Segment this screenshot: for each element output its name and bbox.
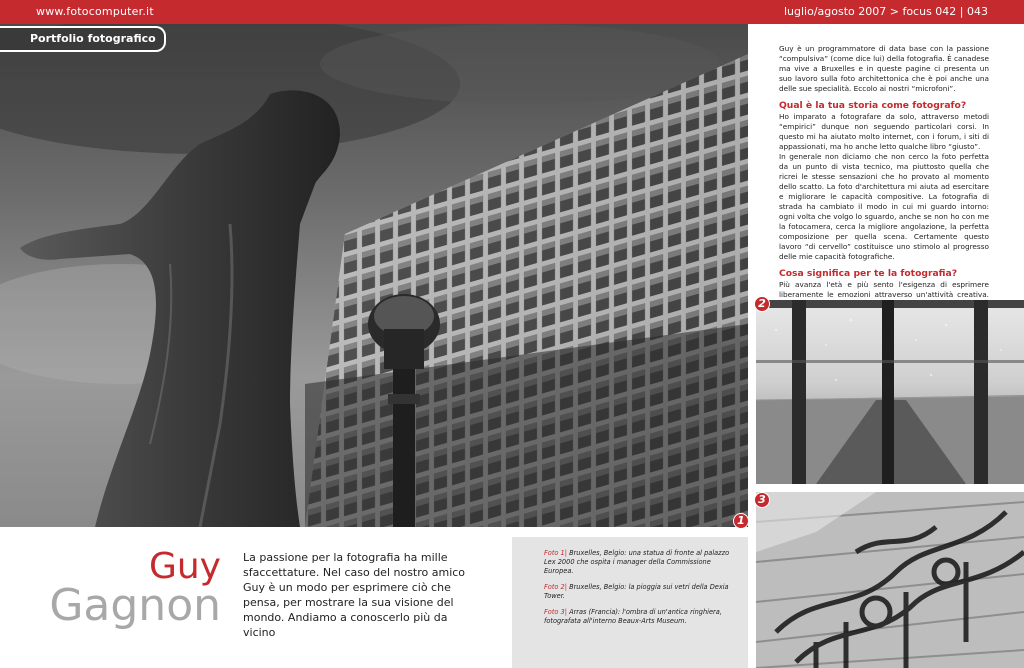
photo-number-2: 2 bbox=[754, 296, 770, 312]
caption-2-label: Foto 2| bbox=[544, 583, 567, 591]
caption-1 bbox=[544, 549, 736, 576]
photo-1-image bbox=[0, 24, 748, 527]
caption-2 bbox=[544, 583, 736, 601]
photo-number-1: 1 bbox=[733, 513, 749, 529]
caption-3-text: Arras (Francia): l'ombra di un'antica ringhiera, fotografata all'interno Beaux-Arts Museum. bbox=[544, 608, 722, 625]
article-intro: Guy è un programmatore di data base con la passione “compulsiva” (come dice lui) della fotografia. È canadese ma vive a Bruxelles e in queste pagine ci presenta un suo lavoro sulla foto architettonica che è poi anche una delle sue specialità. Eccolo ai nostri “microfoni”. bbox=[779, 44, 989, 93]
site-url[interactable]: www.fotocomputer.it bbox=[36, 5, 154, 18]
issue-info: luglio/agosto 2007 > focus 042 | 043 bbox=[783, 5, 988, 18]
answer-1-paragraph-1: Ho imparato a fotografare da solo, attraverso metodi “empirici” dunque non seguendo particolari corsi. In questo mi ha aiutato molto internet, con i forum, i siti di appassionati, ma ho anche letto qualche libro “giusto”. bbox=[779, 112, 989, 151]
person-first-name: Guy bbox=[148, 546, 221, 587]
caption-1-label: Foto 1| bbox=[544, 549, 567, 557]
captions-box bbox=[512, 537, 748, 668]
caption-1-text: Bruxelles, Belgio: una statua di fronte al palazzo Lex 2000 che ospita i manager della Commissione Europea. bbox=[544, 549, 730, 575]
header-bar bbox=[0, 0, 1024, 24]
caption-2-text: Bruxelles, Belgio: la pioggia sui vetri della Dexia Tower. bbox=[544, 583, 729, 600]
caption-3-label: Foto 3| bbox=[544, 608, 567, 616]
section-title: Portfolio fotografico bbox=[30, 32, 156, 45]
photo-3-image bbox=[756, 492, 1024, 668]
photo-2-image bbox=[756, 300, 1024, 484]
caption-3 bbox=[544, 608, 736, 626]
photo-statue-building bbox=[0, 24, 748, 527]
question-1: Qual è la tua storia come fotografo? bbox=[779, 100, 967, 111]
answer-2-text: Più avanza l'età e più sento l'esigenza di esprimere liberamente le emozioni attraverso un'attività creativa. bbox=[779, 280, 989, 299]
section-tab bbox=[0, 26, 166, 52]
photo-railing-shadow bbox=[756, 492, 1024, 668]
answer-1-paragraph-2: In generale non diciamo che non cerco la foto perfetta da un punto di vista tecnico, ma piuttosto quella che ricrei le stesse sensazioni che ho provato al momento dello scatto. La foto d'architettura mi aiuta ad esercitare e migliorare le capacità compositive. La fotografia di strada ha cambiato il modo in cui mi guardo intorno: ogni volta che volgo lo sguardo, anche se non ho con me la fotocamera, cerca la migliore angolazione, la perfetta composizione per quella scena. Certamente questo lavoro “di cervello” costituisce uno stimolo al progresso delle mie capacità fotografiche. bbox=[779, 152, 989, 261]
interview-column bbox=[779, 44, 989, 320]
photo-number-3: 3 bbox=[754, 492, 770, 508]
intro-paragraph: La passione per la fotografia ha mille sfaccettature. Nel caso del nostro amico Guy è un modo per esprimere ciò che pensa, per mostrare la sua visione del mondo. Andiamo a conoscerlo più da vicino bbox=[243, 551, 466, 639]
photo-rain-glass bbox=[756, 300, 1024, 484]
question-2: Cosa significa per te la fotografia? bbox=[779, 268, 958, 279]
person-last-name: Gagnon bbox=[49, 580, 221, 631]
